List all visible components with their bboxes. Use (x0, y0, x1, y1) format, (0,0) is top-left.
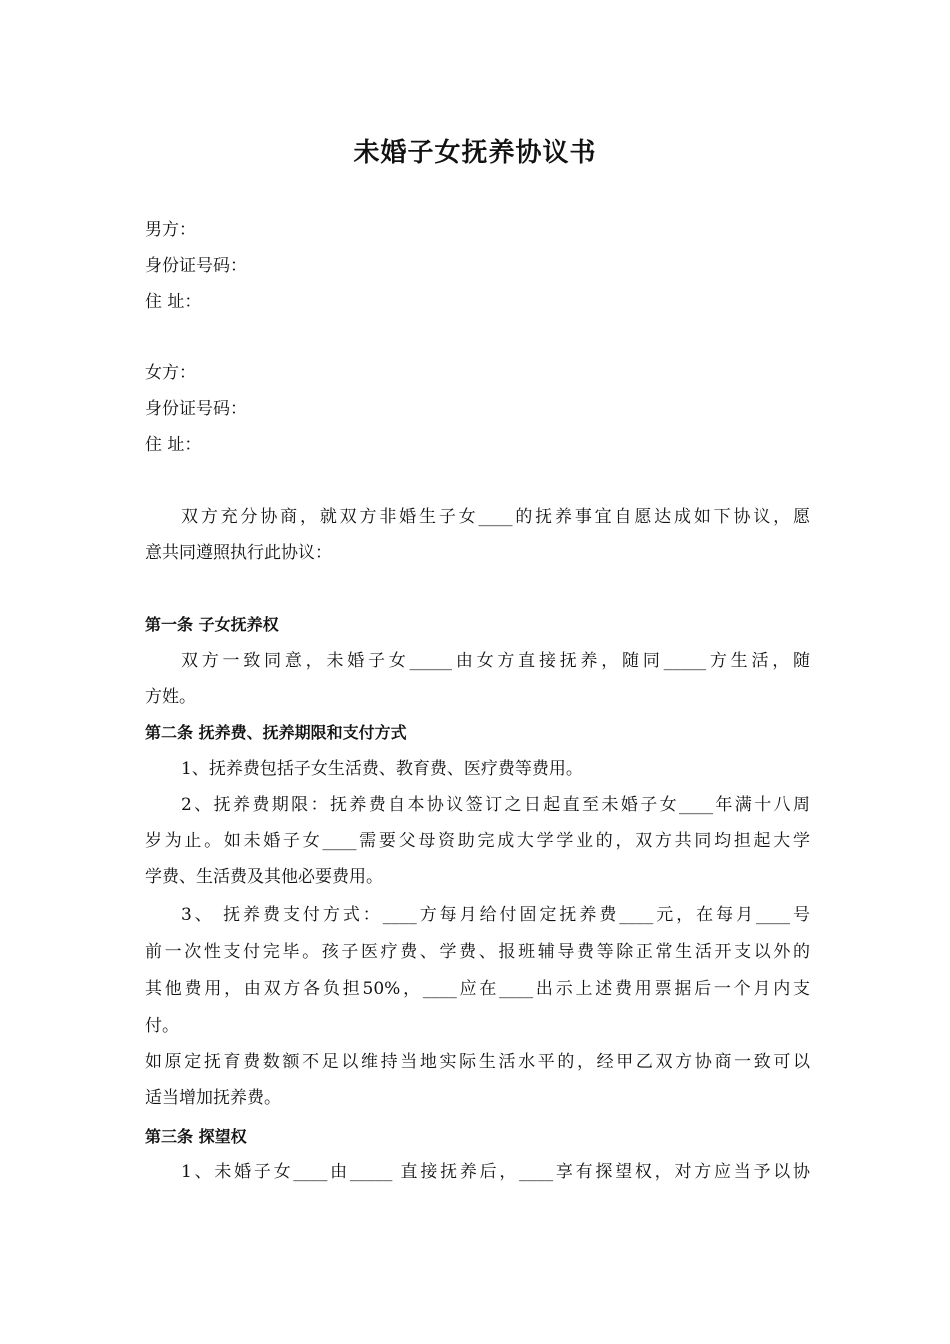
document-title: 未婚子女抚养协议书 (353, 138, 597, 168)
article-3-item-1-line-1: 1、未婚子女____由_____ 直接抚养后，____享有探望权，对方应当予以协 (181, 1162, 810, 1182)
article-2-item-3-line-1: 3、 抚养费支付方式：____方每月给付固定抚养费____元，在每月____号 (181, 905, 810, 925)
male-id-label: 身份证号码： (145, 256, 247, 276)
article-2-item-2-line-3: 学费、生活费及其他必要费用。 (145, 867, 383, 887)
article-2-item-1: 1、抚养费包括子女生活费、教育费、医疗费等费用。 (181, 759, 583, 779)
female-address-label: 住 址： (145, 435, 202, 455)
article-2-item-3-line-4: 付。 (145, 1016, 179, 1036)
article-1-heading: 第一条 子女抚养权 (145, 615, 279, 634)
intro-line-2: 意共同遵照执行此协议： (145, 543, 332, 563)
article-3-heading: 第三条 探望权 (145, 1127, 247, 1146)
article-2-item-3-line-2: 前一次性支付完毕。孩子医疗费、学费、报班辅导费等除正常生活开支以外的 (145, 942, 810, 962)
female-id-label: 身份证号码： (145, 399, 247, 419)
article-2-item-2-line-1: 2、抚养费期限：抚养费自本协议签订之日起直至未婚子女____年满十八周 (181, 795, 810, 815)
male-address-label: 住 址： (145, 292, 202, 312)
article-2-item-2-line-2: 岁为止。如未婚子女____需要父母资助完成大学学业的，双方共同均担起大学 (145, 831, 810, 851)
article-2-item-3-line-3: 其他费用，由双方各负担50%，____应在____出示上述费用票据后一个月内支 (145, 979, 810, 999)
female-label: 女方： (145, 363, 196, 383)
article-2-heading: 第二条 抚养费、抚养期限和支付方式 (145, 723, 407, 742)
article-1-line-2: 方姓。 (145, 687, 196, 707)
article-2-note-line-2: 适当增加抚养费。 (145, 1088, 281, 1108)
article-1-line-1: 双方一致同意，未婚子女_____由女方直接抚养，随同_____方生活，随 (181, 651, 810, 671)
male-label: 男方： (145, 220, 196, 240)
intro-line-1: 双方充分协商，就双方非婚生子女____的抚养事宜自愿达成如下协议，愿 (181, 507, 810, 527)
article-2-note-line-1: 如原定抚育费数额不足以维持当地实际生活水平的，经甲乙双方协商一致可以 (145, 1052, 810, 1072)
